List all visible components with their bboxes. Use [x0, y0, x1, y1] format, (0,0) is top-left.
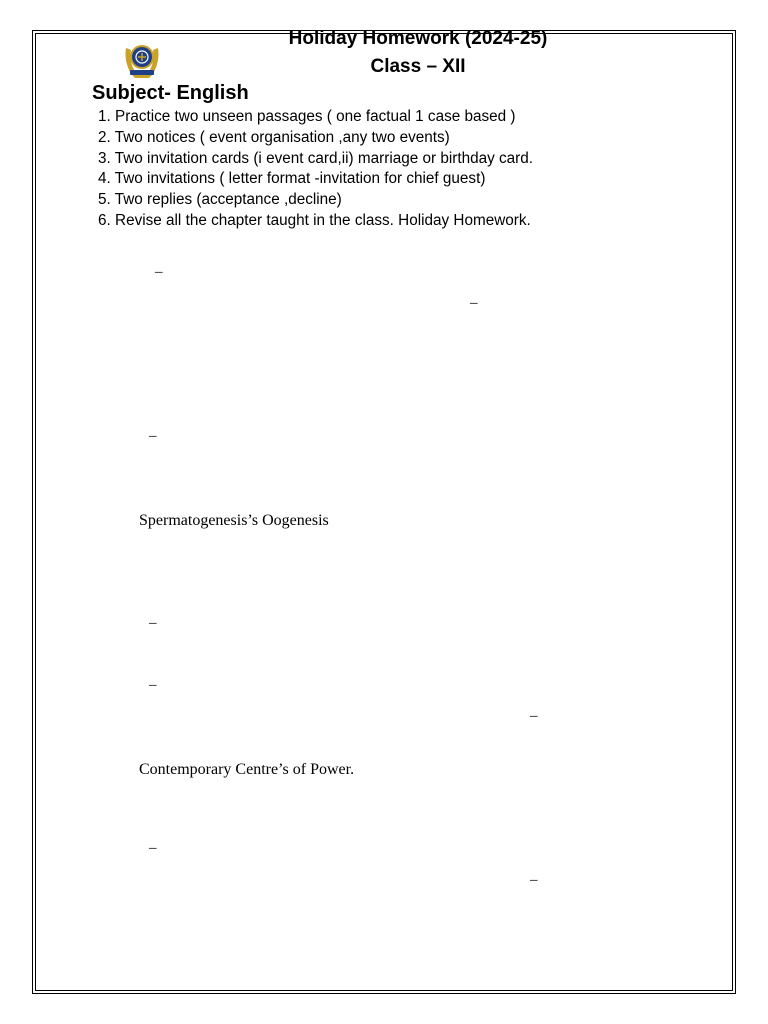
- item-text: Practice two unseen passages ( one factual 1 case based ): [115, 108, 516, 125]
- body-line-spermatogenesis: Spermatogenesis’s Oogenesis: [139, 512, 329, 529]
- dash-mark: –: [149, 615, 157, 631]
- dash-mark: –: [149, 840, 157, 856]
- list-item: [98, 190, 533, 211]
- item-number: 1.: [98, 108, 111, 125]
- item-text: Two replies (acceptance ,decline): [114, 191, 342, 209]
- document-title: Holiday Homework (2024-25): [288, 28, 548, 49]
- item-text: Two invitation cards (i event card,ii) marriage or birthday card.: [114, 149, 534, 167]
- item-text: Revise all the chapter taught in the class. Holiday Homework.: [115, 211, 531, 229]
- list-item: [98, 107, 533, 128]
- homework-list: [98, 107, 533, 232]
- item-number: 3.: [98, 149, 111, 167]
- list-item: [98, 128, 533, 149]
- item-number: 4.: [98, 170, 111, 188]
- item-text: Two notices ( event organisation ,any two events): [114, 128, 450, 146]
- list-item: [98, 169, 533, 190]
- item-number: 5.: [98, 191, 111, 209]
- item-number: 6.: [98, 211, 111, 229]
- list-item: [98, 211, 533, 232]
- item-number: 2.: [98, 128, 111, 146]
- item-text: Two invitations ( letter format -invitation for chief guest): [114, 170, 486, 188]
- dash-mark: –: [149, 428, 157, 444]
- dash-mark: –: [155, 264, 163, 280]
- list-item: [98, 149, 533, 170]
- dash-mark: –: [470, 295, 478, 311]
- dash-mark: –: [530, 708, 538, 724]
- dash-mark: –: [149, 677, 157, 693]
- class-heading: Class – XII: [370, 56, 466, 77]
- body-line-contemporary: Contemporary Centre’s of Power.: [139, 761, 355, 778]
- subject-heading: Subject- English: [92, 82, 249, 104]
- dash-mark: –: [530, 872, 538, 888]
